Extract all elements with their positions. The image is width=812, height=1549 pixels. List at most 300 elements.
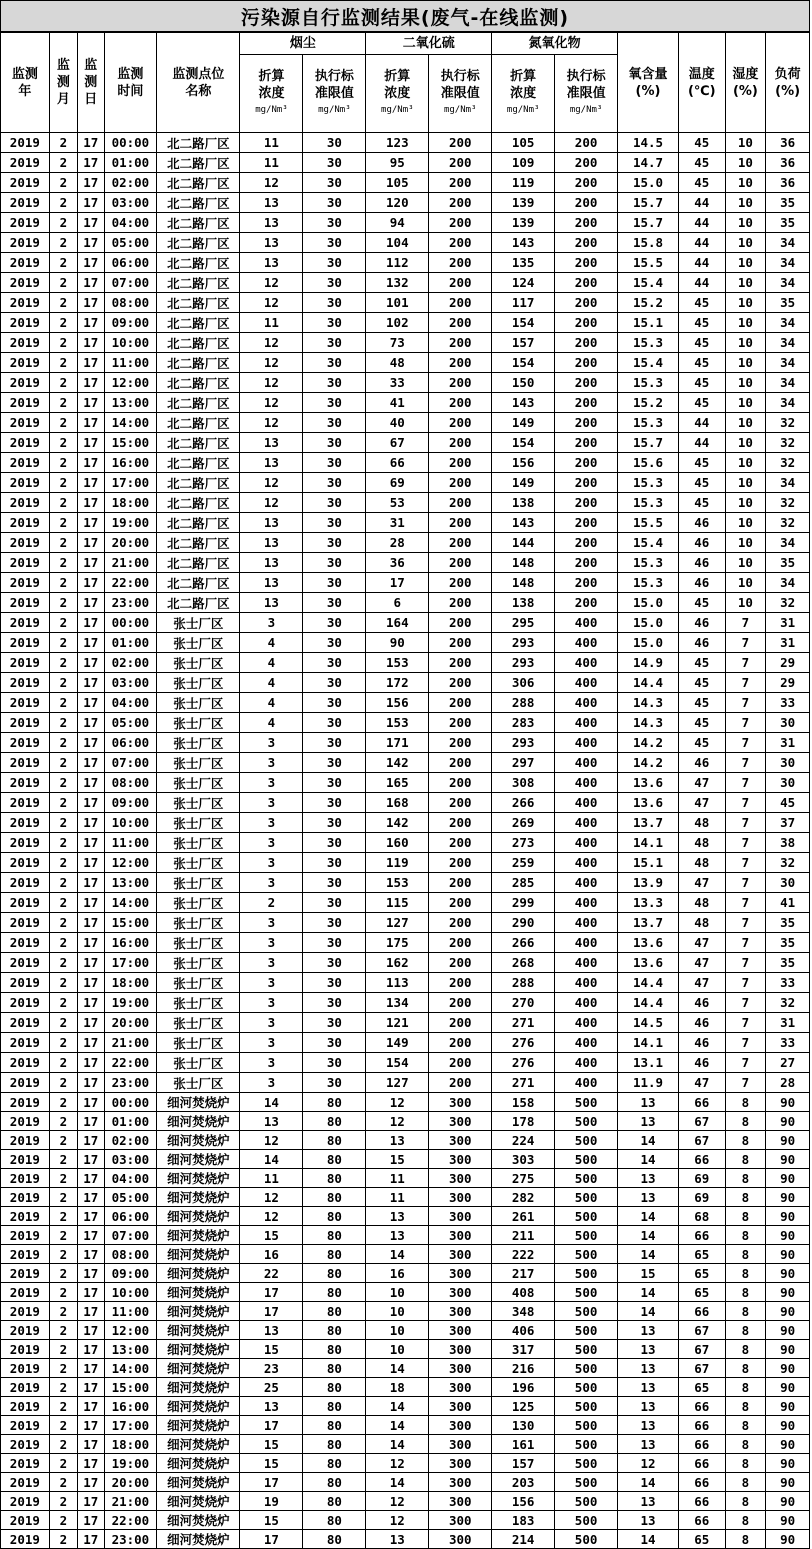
cell-time: 12:00 [104,853,157,873]
cell-time: 08:00 [104,293,157,313]
cell-oxygen: 14 [618,1302,679,1321]
cell-load: 29 [766,673,810,693]
cell-humidity: 8 [725,1302,766,1321]
cell-dust-conc: 3 [240,753,303,773]
cell-dust-limit: 30 [303,353,366,373]
cell-dust-limit: 30 [303,513,366,533]
cell-nox-conc: 130 [492,1416,555,1435]
cell-so2-conc: 164 [366,613,429,633]
table-row [1,1340,810,1359]
table-row [1,133,810,153]
cell-so2-limit: 300 [429,1226,492,1245]
cell-dust-limit: 30 [303,793,366,813]
table-row [1,433,810,453]
cell-location: 张士厂区 [157,673,240,693]
cell-day: 17 [78,233,104,253]
cell-year: 2019 [1,1511,50,1530]
cell-month: 2 [49,813,77,833]
cell-year: 2019 [1,133,50,153]
cell-oxygen: 14.7 [618,153,679,173]
cell-humidity: 7 [725,693,766,713]
cell-so2-conc: 12 [366,1454,429,1473]
cell-nox-limit: 400 [555,893,618,913]
cell-temperature: 45 [678,133,725,153]
cell-temperature: 48 [678,893,725,913]
cell-so2-conc: 31 [366,513,429,533]
cell-nox-conc: 135 [492,253,555,273]
cell-so2-conc: 14 [366,1416,429,1435]
cell-time: 19:00 [104,1454,157,1473]
cell-location: 细河焚烧炉 [157,1245,240,1264]
cell-day: 17 [78,733,104,753]
cell-oxygen: 14 [618,1131,679,1150]
cell-dust-limit: 30 [303,1073,366,1093]
cell-load: 35 [766,913,810,933]
cell-month: 2 [49,293,77,313]
cell-so2-limit: 200 [429,353,492,373]
cell-dust-conc: 4 [240,633,303,653]
cell-location: 张士厂区 [157,813,240,833]
cell-load: 35 [766,933,810,953]
cell-temperature: 47 [678,953,725,973]
cell-month: 2 [49,633,77,653]
cell-temperature: 45 [678,493,725,513]
cell-dust-limit: 30 [303,853,366,873]
cell-nox-conc: 149 [492,473,555,493]
cell-oxygen: 15.7 [618,433,679,453]
cell-nox-limit: 400 [555,1053,618,1073]
table-row [1,1207,810,1226]
table-row [1,1473,810,1492]
cell-oxygen: 13.9 [618,873,679,893]
cell-temperature: 44 [678,413,725,433]
cell-load: 32 [766,493,810,513]
cell-temperature: 45 [678,293,725,313]
cell-so2-conc: 12 [366,1093,429,1112]
cell-month: 2 [49,1397,77,1416]
cell-temperature: 48 [678,813,725,833]
cell-oxygen: 14.3 [618,693,679,713]
cell-time: 20:00 [104,1013,157,1033]
cell-temperature: 45 [678,593,725,613]
cell-temperature: 45 [678,333,725,353]
table-row [1,1397,810,1416]
cell-nox-limit: 500 [555,1188,618,1207]
cell-nox-conc: 295 [492,613,555,633]
cell-year: 2019 [1,1053,50,1073]
table-row [1,233,810,253]
table-row [1,673,810,693]
cell-month: 2 [49,533,77,553]
cell-so2-limit: 200 [429,213,492,233]
cell-so2-conc: 160 [366,833,429,853]
cell-dust-limit: 30 [303,293,366,313]
cell-day: 17 [78,273,104,293]
table-row [1,1435,810,1454]
cell-nox-limit: 500 [555,1302,618,1321]
cell-humidity: 7 [725,1013,766,1033]
cell-day: 17 [78,893,104,913]
table-row [1,1013,810,1033]
cell-humidity: 8 [725,1321,766,1340]
cell-location: 张士厂区 [157,953,240,973]
cell-oxygen: 14 [618,1226,679,1245]
cell-nox-conc: 271 [492,1013,555,1033]
cell-year: 2019 [1,1530,50,1549]
table-row [1,373,810,393]
table-row [1,1302,810,1321]
cell-humidity: 7 [725,913,766,933]
cell-dust-limit: 30 [303,593,366,613]
cell-load: 90 [766,1207,810,1226]
cell-load: 41 [766,893,810,913]
cell-temperature: 45 [678,473,725,493]
cell-humidity: 7 [725,893,766,913]
cell-so2-limit: 200 [429,653,492,673]
cell-so2-conc: 113 [366,973,429,993]
cell-humidity: 10 [725,173,766,193]
cell-so2-limit: 200 [429,373,492,393]
cell-year: 2019 [1,773,50,793]
cell-nox-conc: 183 [492,1511,555,1530]
cell-so2-conc: 175 [366,933,429,953]
cell-nox-limit: 400 [555,793,618,813]
cell-dust-conc: 3 [240,1073,303,1093]
cell-day: 17 [78,1321,104,1340]
cell-year: 2019 [1,593,50,613]
cell-location: 张士厂区 [157,693,240,713]
cell-month: 2 [49,353,77,373]
cell-dust-limit: 80 [303,1511,366,1530]
cell-temperature: 46 [678,633,725,653]
cell-oxygen: 14.5 [618,1013,679,1033]
cell-year: 2019 [1,1397,50,1416]
cell-oxygen: 14 [618,1530,679,1549]
cell-dust-limit: 30 [303,1053,366,1073]
cell-location: 张士厂区 [157,793,240,813]
table-row [1,833,810,853]
cell-dust-limit: 80 [303,1150,366,1169]
cell-location: 细河焚烧炉 [157,1321,240,1340]
cell-dust-conc: 12 [240,393,303,413]
cell-nox-conc: 148 [492,553,555,573]
cell-so2-conc: 53 [366,493,429,513]
cell-nox-conc: 217 [492,1264,555,1283]
cell-oxygen: 14.5 [618,133,679,153]
cell-time: 13:00 [104,873,157,893]
cell-so2-limit: 200 [429,293,492,313]
cell-load: 90 [766,1359,810,1378]
cell-so2-conc: 14 [366,1359,429,1378]
cell-nox-limit: 400 [555,953,618,973]
cell-nox-conc: 149 [492,413,555,433]
cell-dust-limit: 30 [303,833,366,853]
cell-humidity: 8 [725,1473,766,1492]
cell-so2-conc: 90 [366,633,429,653]
cell-oxygen: 12 [618,1454,679,1473]
cell-dust-limit: 30 [303,413,366,433]
cell-day: 17 [78,1169,104,1188]
cell-year: 2019 [1,413,50,433]
header-location: 监测点位 名称 [157,33,240,133]
cell-so2-limit: 200 [429,473,492,493]
cell-temperature: 46 [678,1053,725,1073]
cell-humidity: 7 [725,713,766,733]
cell-temperature: 65 [678,1264,725,1283]
cell-dust-conc: 17 [240,1283,303,1302]
cell-humidity: 7 [725,873,766,893]
cell-humidity: 10 [725,453,766,473]
cell-load: 36 [766,173,810,193]
cell-dust-conc: 11 [240,1169,303,1188]
cell-location: 细河焚烧炉 [157,1397,240,1416]
cell-temperature: 45 [678,353,725,373]
cell-dust-limit: 30 [303,1033,366,1053]
cell-month: 2 [49,653,77,673]
cell-load: 34 [766,253,810,273]
cell-nox-limit: 200 [555,553,618,573]
cell-time: 14:00 [104,413,157,433]
cell-dust-conc: 13 [240,513,303,533]
cell-year: 2019 [1,1321,50,1340]
cell-location: 张士厂区 [157,713,240,733]
cell-load: 90 [766,1226,810,1245]
cell-dust-limit: 30 [303,873,366,893]
cell-temperature: 48 [678,913,725,933]
cell-oxygen: 15.0 [618,633,679,653]
cell-day: 17 [78,1511,104,1530]
cell-day: 17 [78,1013,104,1033]
cell-day: 17 [78,1112,104,1131]
cell-load: 34 [766,573,810,593]
table-row [1,1150,810,1169]
cell-so2-limit: 300 [429,1397,492,1416]
header-so2-limit: 执行标 准限值 mg/Nm³ [429,55,492,133]
cell-day: 17 [78,393,104,413]
cell-dust-conc: 3 [240,873,303,893]
cell-time: 06:00 [104,1207,157,1226]
cell-dust-conc: 4 [240,693,303,713]
cell-humidity: 7 [725,933,766,953]
cell-month: 2 [49,413,77,433]
cell-so2-conc: 66 [366,453,429,473]
cell-humidity: 8 [725,1397,766,1416]
cell-dust-limit: 30 [303,233,366,253]
cell-nox-conc: 156 [492,1492,555,1511]
cell-day: 17 [78,173,104,193]
cell-so2-conc: 104 [366,233,429,253]
cell-so2-limit: 200 [429,573,492,593]
cell-so2-conc: 134 [366,993,429,1013]
table-header [1,33,810,133]
table-row [1,973,810,993]
cell-oxygen: 15.0 [618,173,679,193]
cell-day: 17 [78,1530,104,1549]
cell-day: 17 [78,433,104,453]
cell-dust-conc: 3 [240,1053,303,1073]
table-row [1,413,810,433]
table-row [1,893,810,913]
cell-location: 张士厂区 [157,753,240,773]
cell-month: 2 [49,693,77,713]
cell-so2-limit: 300 [429,1264,492,1283]
cell-temperature: 46 [678,1013,725,1033]
cell-time: 19:00 [104,993,157,1013]
cell-load: 33 [766,693,810,713]
cell-dust-limit: 30 [303,393,366,413]
cell-so2-limit: 200 [429,173,492,193]
cell-humidity: 10 [725,533,766,553]
cell-so2-limit: 200 [429,893,492,913]
cell-temperature: 46 [678,1033,725,1053]
cell-day: 17 [78,833,104,853]
cell-so2-limit: 300 [429,1321,492,1340]
cell-nox-limit: 200 [555,373,618,393]
cell-dust-conc: 15 [240,1340,303,1359]
cell-month: 2 [49,1131,77,1150]
cell-dust-conc: 4 [240,673,303,693]
cell-oxygen: 13.1 [618,1053,679,1073]
cell-time: 15:00 [104,1378,157,1397]
cell-humidity: 8 [725,1530,766,1549]
cell-humidity: 8 [725,1112,766,1131]
cell-month: 2 [49,1013,77,1033]
cell-oxygen: 14.3 [618,713,679,733]
cell-time: 23:00 [104,1530,157,1549]
cell-so2-conc: 69 [366,473,429,493]
cell-day: 17 [78,793,104,813]
header-time: 监测 时间 [104,33,157,133]
cell-day: 17 [78,933,104,953]
cell-so2-conc: 101 [366,293,429,313]
cell-month: 2 [49,153,77,173]
cell-day: 17 [78,153,104,173]
cell-location: 北二路厂区 [157,593,240,613]
cell-dust-limit: 80 [303,1169,366,1188]
table-row [1,733,810,753]
cell-location: 张士厂区 [157,733,240,753]
cell-time: 02:00 [104,1131,157,1150]
cell-nox-limit: 400 [555,1073,618,1093]
cell-nox-limit: 500 [555,1207,618,1226]
cell-location: 细河焚烧炉 [157,1511,240,1530]
cell-dust-conc: 12 [240,333,303,353]
cell-temperature: 67 [678,1340,725,1359]
cell-dust-conc: 3 [240,973,303,993]
table-row [1,193,810,213]
cell-dust-conc: 12 [240,1188,303,1207]
cell-nox-limit: 200 [555,193,618,213]
cell-dust-limit: 30 [303,733,366,753]
cell-dust-limit: 30 [303,573,366,593]
cell-humidity: 7 [725,753,766,773]
cell-time: 09:00 [104,313,157,333]
cell-so2-limit: 200 [429,493,492,513]
cell-year: 2019 [1,1150,50,1169]
table-row [1,213,810,233]
cell-so2-limit: 200 [429,673,492,693]
cell-so2-conc: 123 [366,133,429,153]
cell-so2-limit: 300 [429,1245,492,1264]
cell-month: 2 [49,513,77,533]
cell-oxygen: 14.4 [618,973,679,993]
cell-year: 2019 [1,373,50,393]
cell-month: 2 [49,253,77,273]
cell-location: 张士厂区 [157,993,240,1013]
cell-temperature: 66 [678,1511,725,1530]
cell-year: 2019 [1,1073,50,1093]
cell-load: 31 [766,613,810,633]
cell-so2-conc: 15 [366,1150,429,1169]
cell-dust-conc: 2 [240,893,303,913]
cell-so2-conc: 112 [366,253,429,273]
cell-year: 2019 [1,853,50,873]
cell-time: 18:00 [104,493,157,513]
cell-dust-limit: 30 [303,313,366,333]
header-month: 监 测 月 [49,33,77,133]
cell-year: 2019 [1,573,50,593]
cell-oxygen: 13.7 [618,813,679,833]
cell-so2-conc: 13 [366,1207,429,1226]
cell-so2-limit: 300 [429,1302,492,1321]
cell-year: 2019 [1,553,50,573]
cell-dust-conc: 13 [240,193,303,213]
cell-nox-conc: 270 [492,993,555,1013]
cell-oxygen: 13 [618,1435,679,1454]
cell-temperature: 65 [678,1530,725,1549]
cell-location: 细河焚烧炉 [157,1359,240,1378]
cell-day: 17 [78,913,104,933]
cell-time: 09:00 [104,793,157,813]
cell-humidity: 10 [725,253,766,273]
cell-dust-conc: 4 [240,653,303,673]
cell-month: 2 [49,1245,77,1264]
cell-day: 17 [78,1207,104,1226]
cell-nox-limit: 200 [555,533,618,553]
cell-location: 张士厂区 [157,633,240,653]
cell-so2-limit: 200 [429,333,492,353]
cell-dust-limit: 30 [303,1013,366,1033]
table-row [1,1093,810,1112]
cell-so2-conc: 36 [366,553,429,573]
cell-temperature: 44 [678,253,725,273]
cell-location: 细河焚烧炉 [157,1093,240,1112]
cell-nox-limit: 500 [555,1226,618,1245]
cell-dust-conc: 13 [240,573,303,593]
cell-humidity: 7 [725,793,766,813]
cell-time: 00:00 [104,613,157,633]
header-temperature: 温度 (℃) [678,33,725,133]
cell-dust-conc: 17 [240,1416,303,1435]
cell-oxygen: 14 [618,1207,679,1226]
cell-dust-conc: 3 [240,993,303,1013]
cell-so2-limit: 200 [429,693,492,713]
header-group-so2: 二氧化硫 [366,33,492,55]
cell-temperature: 45 [678,733,725,753]
cell-dust-conc: 13 [240,593,303,613]
cell-month: 2 [49,1302,77,1321]
cell-oxygen: 14 [618,1150,679,1169]
cell-location: 细河焚烧炉 [157,1150,240,1169]
cell-so2-limit: 200 [429,773,492,793]
cell-nox-limit: 400 [555,873,618,893]
table-row [1,1073,810,1093]
cell-oxygen: 14.2 [618,753,679,773]
cell-oxygen: 13.6 [618,953,679,973]
cell-humidity: 10 [725,333,766,353]
cell-day: 17 [78,1340,104,1359]
cell-temperature: 47 [678,773,725,793]
